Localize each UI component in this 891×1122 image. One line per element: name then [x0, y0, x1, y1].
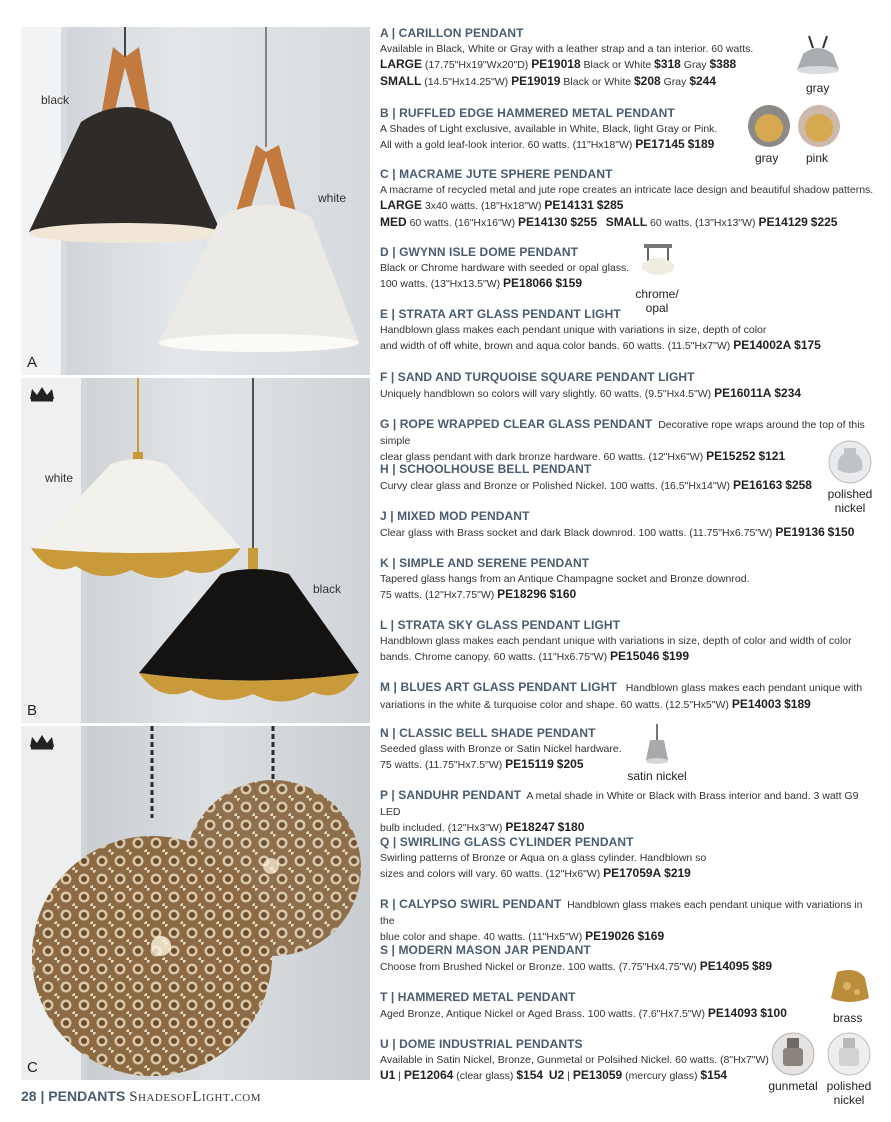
entry-heading: S | MODERN MASON JAR PENDANT: [380, 943, 591, 957]
entry-heading: B | RUFFLED EDGE HAMMERED METAL PENDANT: [380, 106, 675, 120]
entry-description: Handblown glass makes each pendant unique with variations in size, depth of color: [380, 323, 767, 336]
entry-description: Available in Satin Nickel, Bronze, Gunmetal or Polsihed Nickel. 60 watts. (8"Hx7"W): [380, 1053, 769, 1066]
entry-heading: F | SAND AND TURQUOISE SQUARE PENDANT LIGHT: [380, 370, 695, 384]
entry-g: [380, 417, 875, 466]
hammered-brass-swatch: [827, 964, 871, 1008]
entry-description: Black or Chrome hardware with seeded or opal glass.: [380, 261, 630, 274]
entry-variants: U1 | PE12064 (clear glass) $154 U2 | PE13059 (mercury glass) $154: [380, 1068, 728, 1082]
entry-heading: D | GWYNN ISLE DOME PENDANT: [380, 245, 579, 259]
entry-k: [380, 556, 875, 604]
label-white: white: [318, 191, 347, 205]
swatch-label-chrome-opal: chrome/ opal: [635, 287, 679, 315]
entry-r: [380, 897, 875, 946]
entry-description: bands. Chrome canopy. 60 watts. (11"Hx6.75"W) PE15046 $199: [380, 649, 690, 663]
schoolhouse-polished-nickel-swatch: [828, 440, 872, 484]
entry-description: Seeded glass with Bronze or Satin Nickel hardware.: [380, 742, 622, 755]
entry-s: [380, 943, 875, 975]
entry-heading: L | STRATA SKY GLASS PENDANT LIGHT: [380, 618, 621, 632]
entry-heading: H | SCHOOLHOUSE BELL PENDANT: [380, 462, 592, 476]
ruffled-pendant-illustration: [21, 378, 370, 723]
dome-polished-nickel-swatch: [827, 1032, 871, 1076]
entry-c: [380, 167, 875, 231]
panel-letter-c: C: [27, 1059, 38, 1076]
label-black: black: [313, 582, 342, 596]
entry-description: Aged Bronze, Antique Nickel or Aged Brass. 100 watts. (7.6"Hx7.5"W) PE14093 $100: [380, 1005, 787, 1020]
macrame-sphere-illustration: [21, 726, 370, 1080]
entry-p: [380, 788, 875, 837]
entry-heading: Q | SWIRLING GLASS CYLINDER PENDANT: [380, 835, 634, 849]
entry-description: 100 watts. (13"Hx13.5"W) PE18066 $159: [380, 276, 583, 290]
entry-description: bulb included. (12"Hx3"W) PE18247 $180: [380, 820, 585, 834]
entry-description: blue color and shape. 40 watts. (11"Hx5"W) PE19026 $169: [380, 929, 665, 943]
entry-heading-line: M | BLUES ART GLASS PENDANT LIGHT Handblown glass makes each pendant unique with: [380, 680, 863, 694]
photo-carillon-pendant: [21, 27, 370, 375]
entry-heading: T | HAMMERED METAL PENDANT: [380, 990, 576, 1004]
page-footer: [21, 1088, 261, 1106]
entry-description: variations in the white & turquoise color and shape. 60 watts. (12.5"Hx5"W) PE14003 $189: [380, 696, 811, 711]
ruffled-pink-swatch: [796, 104, 842, 148]
swatch-label-gray: gray: [806, 81, 830, 95]
footer-separator: |: [40, 1088, 45, 1104]
entry-description: sizes and colors will vary. 60 watts. (12"Hx6"W) PE17059A $219: [380, 866, 691, 880]
entry-heading: J | MIXED MOD PENDANT: [380, 509, 530, 523]
entry-n: [380, 726, 875, 774]
entry-description: 75 watts. (12"Hx7.75"W) PE18296 $160: [380, 587, 577, 601]
entry-description: Tapered glass hangs from an Antique Champagne socket and Bronze downrod.: [380, 572, 750, 585]
entry-heading: C | MACRAME JUTE SPHERE PENDANT: [380, 167, 613, 181]
carillon-gray-swatch: [795, 34, 841, 78]
entry-heading: E | STRATA ART GLASS PENDANT LIGHT: [380, 307, 621, 321]
entry-heading: A | CARILLON PENDANT: [380, 26, 524, 40]
label-black: black: [41, 93, 70, 107]
gwynn-chrome-opal-swatch: [636, 240, 680, 284]
entry-description: Curvy clear glass and Bronze or Polished Nickel. 100 watts. (16.5"Hx14"W) PE16163 $258: [380, 477, 812, 492]
entry-description: Choose from Brushed Nickel or Bronze. 100 watts. (7.75"Hx4.75"W) PE14095 $89: [380, 958, 773, 973]
swatch-label-brass: brass: [833, 1011, 863, 1025]
entry-d: [380, 245, 875, 293]
entry-heading: K | SIMPLE AND SERENE PENDANT: [380, 556, 590, 570]
dome-gunmetal-swatch: [771, 1032, 815, 1076]
entry-description: Clear glass with Brass socket and dark Black downrod. 100 watts. (11.75"Hx6.75"W) PE19136 $150: [380, 524, 855, 539]
swatch-label-polished-nickel: polished nickel: [827, 487, 873, 515]
entry-h: [380, 462, 875, 494]
panel-letter-a: A: [27, 354, 38, 371]
entry-size-large: LARGE 3x40 watts. (18"Hx18"W) PE14131 $285: [380, 198, 624, 212]
entry-m: [380, 680, 875, 713]
photo-macrame-sphere-pendant: [21, 726, 370, 1080]
entry-description: Available in Black, White or Gray with a leather strap and a tan interior. 60 watts.: [380, 42, 754, 55]
page-number: 28: [21, 1088, 37, 1104]
entry-description: A macrame of recycled metal and jute rope creates an intricate lace design and beautiful shadow patterns.: [380, 183, 874, 196]
label-white: white: [45, 471, 74, 485]
section-name: PENDANTS: [48, 1088, 126, 1104]
swatch-label-pink: pink: [806, 151, 829, 165]
entry-description: All with a gold leaf-look interior. 60 watts. (11"Hx18"W) PE17145 $189: [380, 137, 715, 151]
entry-description: and width of off white, brown and aqua color bands. 60 watts. (11.5"Hx7"W) PE14002A $175: [380, 338, 821, 352]
entry-description: Handblown glass makes each pendant unique with variations in size, depth of color and width of color: [380, 634, 852, 647]
swatch-label-polished-nickel: polished nickel: [826, 1079, 872, 1107]
entry-heading-line: R | CALYPSO SWIRL PENDANT Handblown glass makes each pendant unique with variations in the: [380, 897, 863, 927]
entry-j: [380, 509, 875, 541]
entry-heading-line: G | ROPE WRAPPED CLEAR GLASS PENDANT Decorative rope wraps around the top of this simple: [380, 417, 865, 447]
entry-size-large: LARGE (17.75"Hx19"Wx20"D) PE19018 Black or White $318 Gray $388: [380, 57, 737, 71]
panel-letter-b: B: [27, 702, 38, 719]
entry-size-small: SMALL (14.5"Hx14.25"W) PE19019 Black or White $208 Gray $244: [380, 73, 717, 88]
entry-description: clear glass pendant with dark bronze hardware. 60 watts. (12"Hx6"W) PE15252 $121: [380, 449, 786, 463]
entry-size-med-small: MED 60 watts. (16"Hx16"W) PE14130 $255 SMALL 60 watts. (13"Hx13"W) PE14129 $225: [380, 214, 838, 229]
brand-logo: ShadesofLight.com: [129, 1089, 262, 1105]
entry-q: [380, 835, 875, 883]
classic-bell-satin-nickel-swatch: [636, 724, 678, 768]
swatch-label-satin-nickel: satin nickel: [627, 769, 687, 783]
photo-ruffled-edge-pendant: [21, 378, 370, 723]
entry-heading-line: P | SANDUHR PENDANT A metal shade in White or Black with Brass interior and band. 3 watt G9 LED: [380, 788, 859, 818]
entry-description: Uniquely handblown so colors will vary slightly. 60 watts. (9.5"Hx4.5"W) PE16011A $234: [380, 385, 802, 400]
entry-f: [380, 370, 875, 402]
entry-description: Swirling patterns of Bronze or Aqua on a glass cylinder. Handblown so: [380, 851, 707, 864]
entry-t: [380, 990, 875, 1022]
entry-description: 75 watts. (11.75"Hx7.5"W) PE15119 $205: [380, 757, 584, 771]
swatch-label-gunmetal: gunmetal: [768, 1079, 818, 1093]
entry-e: [380, 307, 875, 355]
entry-l: [380, 618, 875, 666]
entry-heading: U | DOME INDUSTRIAL PENDANTS: [380, 1037, 583, 1051]
entry-description: A Shades of Light exclusive, available in White, Black, light Gray or Pink.: [380, 122, 718, 135]
ruffled-gray-swatch: [746, 104, 792, 148]
entry-heading: N | CLASSIC BELL SHADE PENDANT: [380, 726, 596, 740]
swatch-label-gray: gray: [755, 151, 779, 165]
